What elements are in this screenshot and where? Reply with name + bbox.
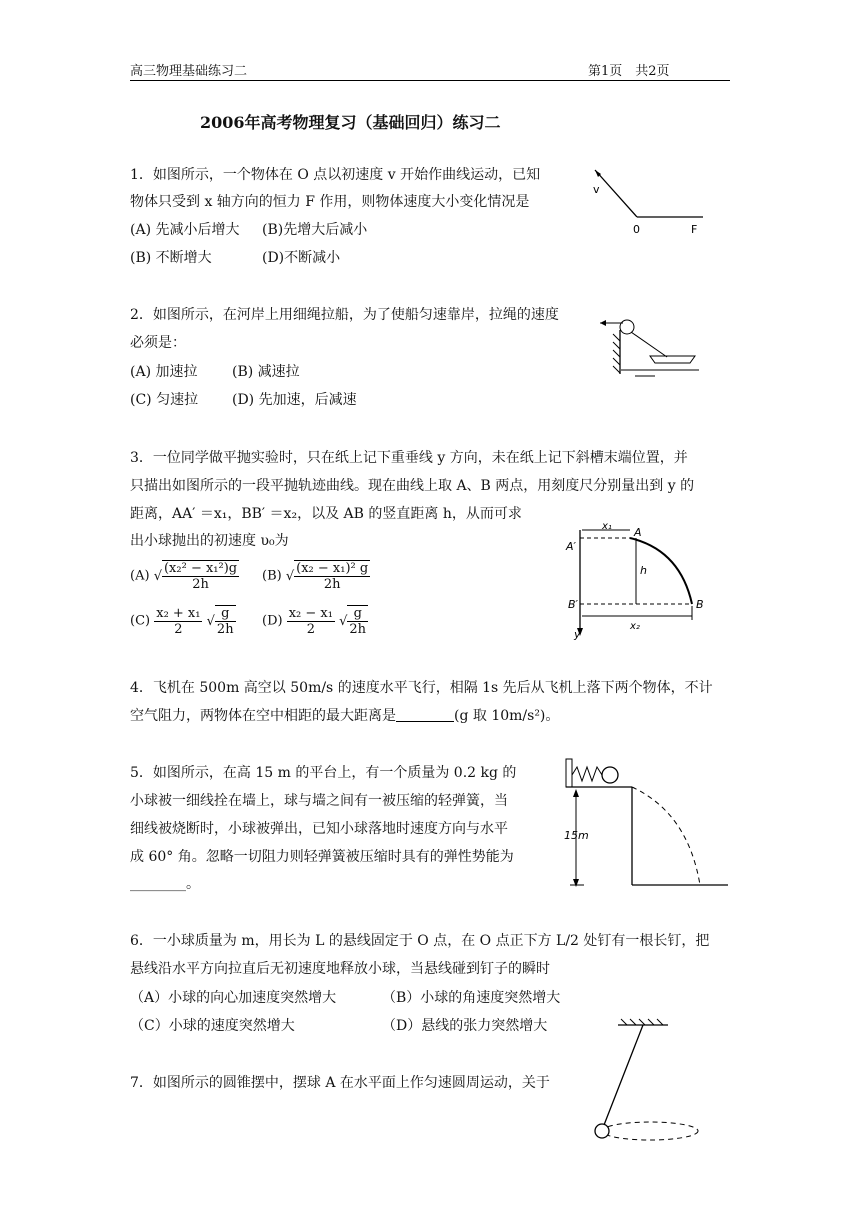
q5-line-5: ________。 bbox=[130, 876, 200, 892]
q1-fig-f: F bbox=[691, 223, 698, 236]
q7-line-1: 7．如图所示的圆锥摆中，摆球 A 在水平面上作匀速圆周运动，关于 bbox=[130, 1075, 550, 1091]
q4-answer-blank[interactable] bbox=[396, 709, 454, 722]
q7-figure bbox=[588, 1015, 708, 1150]
q5-line-2: 小球被一细线拴在墙上，球与墙之间有一被压缩的轻弹簧，当 bbox=[130, 793, 508, 809]
q1-option-b: (B)先增大后减小 bbox=[262, 222, 368, 238]
q6-line-2: 悬线沿水平方向拉直后无初速度地释放小球，当悬线碰到钉子的瞬时 bbox=[130, 961, 550, 977]
header-rule bbox=[130, 80, 730, 81]
q3-fig-b: B bbox=[696, 598, 704, 611]
q3-figure bbox=[560, 520, 730, 640]
q1-option-a: (A) 先减小后增大 bbox=[130, 222, 240, 238]
q3-fig-b1: B′ bbox=[568, 598, 579, 611]
q5-line-4: 成 60° 角。忽略一切阻力则轻弹簧被压缩时具有的弹性势能为 bbox=[130, 849, 514, 865]
q2-option-d: (D) 先加速，后减速 bbox=[232, 392, 357, 408]
q1-option-d: (D)不断减小 bbox=[262, 250, 341, 266]
q3-line-2: 只描出如图所示的一段平抛轨迹曲线。现在曲线上取 A、B 两点，用刻度尺分别量出到 y 的 bbox=[130, 478, 695, 494]
q1-fig-v: v bbox=[593, 183, 600, 196]
q3-option-b: (B) √ $\frac{\text{(x₂ − x₁)² g}}{2h}$ bbox=[262, 561, 369, 592]
q3-line-3: 距离，AA′ ＝x₁，BB′ ＝x₂，以及 AB 的竖直距离 h，从而可求 bbox=[130, 506, 522, 522]
q3-line-1: 3．一位同学做平抛实验时，只在纸上记下重垂线 y 方向，未在纸上记下斜槽末端位置，并 bbox=[130, 450, 688, 466]
q6-option-c: （C）小球的速度突然增大 bbox=[130, 1018, 295, 1034]
header-right: 第1页 共2页 bbox=[588, 64, 670, 79]
q3-option-a: (A) √ $\frac{\text{(x₂² − x₁²)g}}{2h}$ bbox=[130, 561, 238, 592]
q3-fig-x1: x₁ bbox=[602, 521, 612, 532]
q3-option-c: (C) $\frac{\text{x₂ + x₁}}{2}$ √ $\frac{g}{2h}$ bbox=[130, 605, 234, 637]
q4-line-2: 空气阻力，两物体在空中相距的最大距离是 (g 取 10m/s²)。 bbox=[130, 708, 560, 724]
q5-line-1: 5．如图所示，在高 15 m 的平台上，有一个质量为 0.2 kg 的 bbox=[130, 765, 517, 781]
q6-line-1: 6．一小球质量为 m，用长为 L 的悬线固定于 O 点，在 O 点正下方 L/2 处钉有一根长钉，把 bbox=[130, 933, 710, 949]
q5-line-3: 细线被烧断时，小球被弹出，已知小球落地时速度方向与水平 bbox=[130, 821, 508, 837]
q3-fig-a1: A′ bbox=[566, 540, 577, 553]
q6-option-b: （B）小球的角速度突然增大 bbox=[382, 990, 561, 1006]
q2-line-1: 2．如图所示，在河岸上用细绳拉船，为了使船匀速靠岸，拉绳的速度 bbox=[130, 307, 559, 323]
q3-fig-h: h bbox=[640, 564, 647, 577]
q1-option-c: (B) 不断增大 bbox=[130, 250, 212, 266]
q1-fig-o: 0 bbox=[633, 223, 640, 236]
q1-line-2: 物体只受到 x 轴方向的恒力 F 作用，则物体速度大小变化情况是 bbox=[130, 194, 530, 210]
q3-line-4: 出小球抛出的初速度 υ₀为 bbox=[130, 533, 289, 549]
q6-option-d: （D）悬线的张力突然增大 bbox=[382, 1018, 548, 1034]
q5-figure bbox=[560, 755, 732, 890]
q5-fig-height: 15m bbox=[564, 829, 589, 842]
q3-fig-x2: x₂ bbox=[630, 621, 640, 632]
q4-line-1: 4．飞机在 500m 高空以 50m/s 的速度水平飞行，相隔 1s 先后从飞机上落下两个物体，不计 bbox=[130, 680, 713, 696]
q3-fig-a: A bbox=[634, 526, 642, 539]
q2-line-2: 必须是： bbox=[130, 335, 186, 351]
header-left: 高三物理基础练习二 bbox=[130, 64, 248, 79]
q3-fig-y: y bbox=[574, 628, 581, 640]
q2-option-c: (C) 匀速拉 bbox=[130, 392, 199, 408]
page-title: 2006年高考物理复习（基础回归）练习二 bbox=[200, 113, 501, 132]
q1-figure bbox=[585, 165, 715, 240]
q3-option-d: (D) $\frac{\text{x₂ − x₁}}{2}$ √ $\frac{g}{2h}$ bbox=[262, 605, 367, 637]
q1-line-1: 1．如图所示，一个物体在 O 点以初速度 v 开始作曲线运动，已知 bbox=[130, 167, 541, 183]
q2-option-b: (B) 减速拉 bbox=[232, 364, 300, 380]
q2-figure bbox=[595, 312, 705, 384]
q6-option-a: （A）小球的向心加速度突然增大 bbox=[130, 990, 337, 1006]
q2-option-a: (A) 加速拉 bbox=[130, 364, 198, 380]
